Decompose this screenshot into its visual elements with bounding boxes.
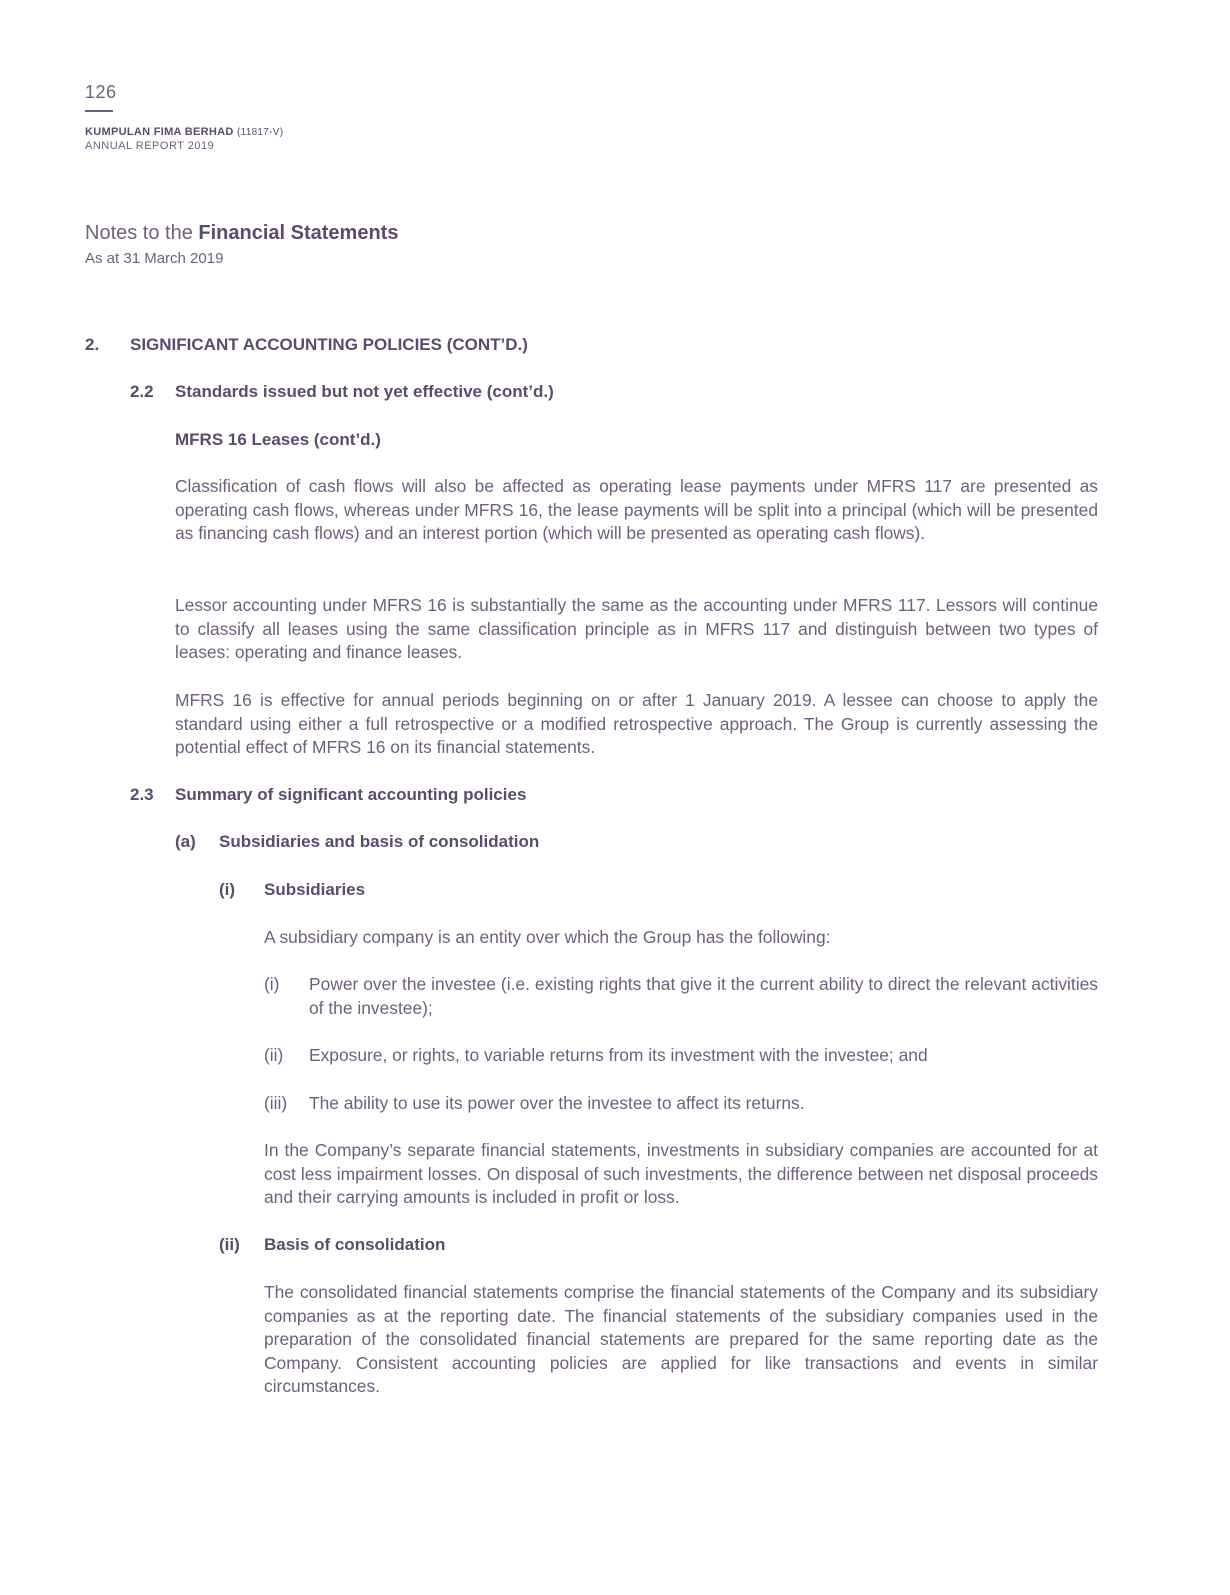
company-registration: (11817-V): [236, 127, 284, 138]
list-item-text: Power over the investee (i.e. existing rights that give it the current ability to direct the relevant activities of the investee);: [309, 974, 1098, 1018]
heading-2-2-number: 2.2: [130, 382, 154, 401]
heading-2-title: SIGNIFICANT ACCOUNTING POLICIES (CONT’D.): [130, 335, 528, 354]
list-item-text: Exposure, or rights, to variable returns from its investment with the investee; and: [309, 1045, 928, 1065]
company-name: KUMPULAN FIMA BERHAD: [85, 126, 234, 138]
list-item-number: (iii): [264, 1093, 288, 1113]
heading-i-title: Subsidiaries: [264, 880, 366, 899]
page-number: 126: [85, 82, 117, 102]
report-title: ANNUAL REPORT 2019: [85, 140, 215, 152]
paragraph-consolidated-statements: The consolidated financial statements comprise the financial statements of the Company and its subsidiary companies as at the reporting date. The financial statements of the subsidiary companies used in the preparation of the consolidated financial statements are prepared for the same reporting date as the Company. Consistent accounting policies are applied for like transactions and events in similar circumstances.: [264, 1282, 1098, 1397]
subheading-mfrs16: MFRS 16 Leases (cont’d.): [175, 430, 381, 449]
heading-2-number: 2.: [85, 335, 100, 354]
heading-ii-title: Basis of consolidation: [264, 1235, 446, 1254]
section-title-bold: Financial Statements: [198, 222, 399, 244]
paragraph-lessor-accounting: Lessor accounting under MFRS 16 is substantially the same as the accounting under MFRS 117. Lessors will continue to classify all leases using the same classification principle as in MFRS 117 and distinguish between two types of leases: operating and finance leases.: [175, 595, 1098, 663]
heading-a-number: (a): [175, 832, 196, 851]
heading-i-number: (i): [219, 880, 236, 899]
section-title-prefix: Notes to the: [85, 222, 199, 244]
page-number-underline: [85, 110, 113, 112]
list-item-text: The ability to use its power over the investee to affect its returns.: [309, 1093, 805, 1113]
section-title: [85, 222, 398, 245]
paragraph-separate-statements: In the Company’s separate financial statements, investments in subsidiary companies are accounted for at cost less impairment losses. On disposal of such investments, the difference between net disposal proceeds and their carrying amounts is included in profit or loss.: [264, 1140, 1098, 1208]
heading-2-2-title: Standards issued but not yet effective (cont’d.): [175, 382, 554, 401]
paragraph-mfrs16-effective: MFRS 16 is effective for annual periods beginning on or after 1 January 2019. A lessee can choose to apply the standard using either a full retrospective or a modified retrospective approach. The Group is currently assessing the potential effect of MFRS 16 on its financial statements.: [175, 690, 1098, 758]
list-item-number: (i): [264, 974, 280, 994]
section-subtitle: As at 31 March 2019: [85, 250, 224, 267]
paragraph-subsidiary-definition: A subsidiary company is an entity over which the Group has the following:: [264, 927, 831, 947]
paragraph-cash-flows: Classification of cash flows will also be affected as operating lease payments under MFRS 117 are presented as operating cash flows, whereas under MFRS 16, the lease payments will be split into a principal (which will be presented as financing cash flows) and an interest portion (which will be presented as operating cash flows).: [175, 476, 1098, 544]
company-name-line: [85, 126, 283, 138]
heading-2-3-number: 2.3: [130, 785, 154, 804]
heading-ii-number: (ii): [219, 1235, 240, 1254]
heading-2-3-title: Summary of significant accounting policies: [175, 785, 527, 804]
heading-a-title: Subsidiaries and basis of consolidation: [219, 832, 540, 851]
list-item-number: (ii): [264, 1045, 284, 1065]
